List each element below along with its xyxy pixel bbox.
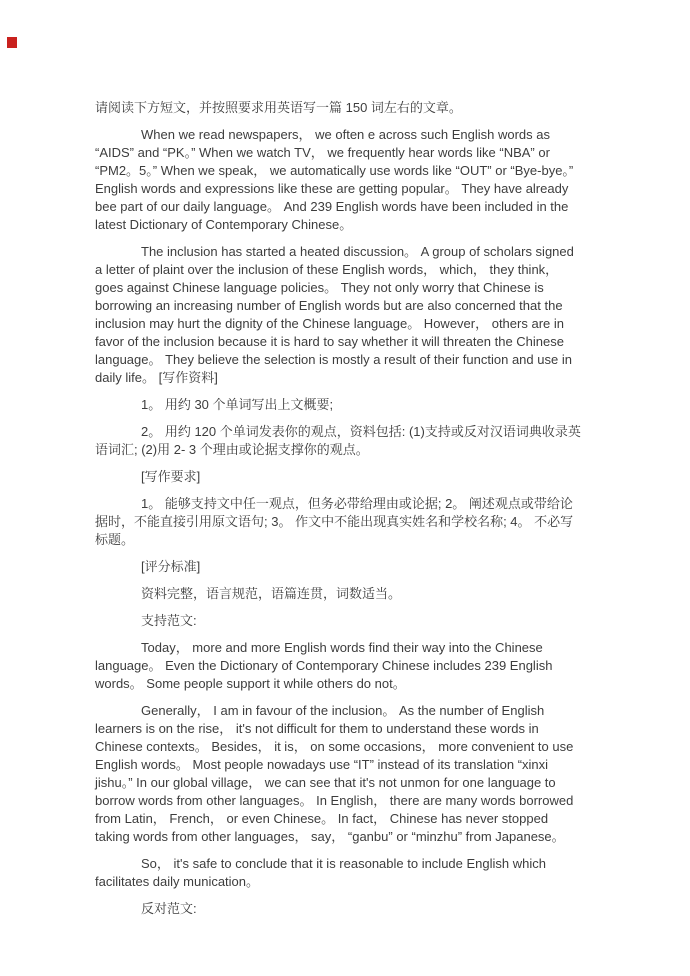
task-item-2: 2。 用约 120 个单词发表你的观点，资料包括: (1)支持或反对汉语词典收录英语词汇; (2)用 2- 3 个理由或论据支撑你的观点。 [95,424,581,457]
task-item-1: 1。 用约 30 个单词写出上文概要; [141,397,334,412]
oppose-essay-label: 反对范文: [141,901,197,916]
red-marker [7,37,17,48]
support-essay-intro: Today， more and more English words find their way into the Chinese language。 Even the Dictionary of Contemporary Chinese includes 239 English words。 Some people support it while others do not。 [95,640,553,691]
discussion-paragraph: The inclusion has started a heated discussion。 A group of scholars signed a letter of plaint over the inclusion of these English words， which， they think， goes against Chinese language policies。 They not only worry that Chinese is borrowing an increasing number of English words but are also concerned that the inclusion may hurt the dignity of the Chinese language。 However， others are in favor of the inclusion because it is hard to say whether it will threaten the Chinese language。 They believe the selection is mostly a result of their function and use in daily life。 [写作资料] [95,244,574,385]
prompt-line: 请阅读下方短文，并按照要求用英语写一篇 150 词左右的文章。 [95,100,462,115]
writing-requirements-header: [写作要求] [141,469,201,484]
support-essay-conclusion: So， it's safe to conclude that it is reasonable to include English which facilitates daily munication。 [95,856,546,889]
intro-paragraph: When we read newspapers， we often e across such English words as “AIDS” and “PK。” When we watch TV， we frequently hear words like “NBA” or “PM2。5。” When we speak， we automatically use words like “OUT” or “Bye-bye。” English words and expressions like these are getting popular。 They have already bee part of our daily language。 And 239 English words have been included in the latest Dictionary of Contemporary Chinese。 [95,127,574,232]
scoring-criteria-text: 资料完整，语言规范，语篇连贯，词数适当。 [141,586,402,601]
support-essay-body: Generally， I am in favour of the inclusion。 As the number of English learners is on the rise， it's not difficult for them to understand these words in Chinese contexts。 Besides， it is， on some occasions， more convenient to use English words。 Most people nowadays use “IT” instead of its translation “xinxi jishu。” In our global village， we can see that it's not unmon for one language to borrow words from other languages。 In English， there are many words borrowed from Latin， French， or even Chinese。 In fact， Chinese has never stopped taking words from other languages， say， “ganbu” or “minzhu” from Japanese。 [95,703,574,844]
document-body [95,99,583,927]
support-essay-label: 支持范文: [141,613,197,628]
scoring-criteria-header: [评分标准] [141,559,201,574]
writing-requirements-list: 1。 能够支持文中任一观点，但务必带给理由或论据; 2。 阐述观点或带给论据时，不能直接引用原文语句; 3。 作文中不能出现真实姓名和学校名称; 4。 不必写标题。 [95,496,574,547]
